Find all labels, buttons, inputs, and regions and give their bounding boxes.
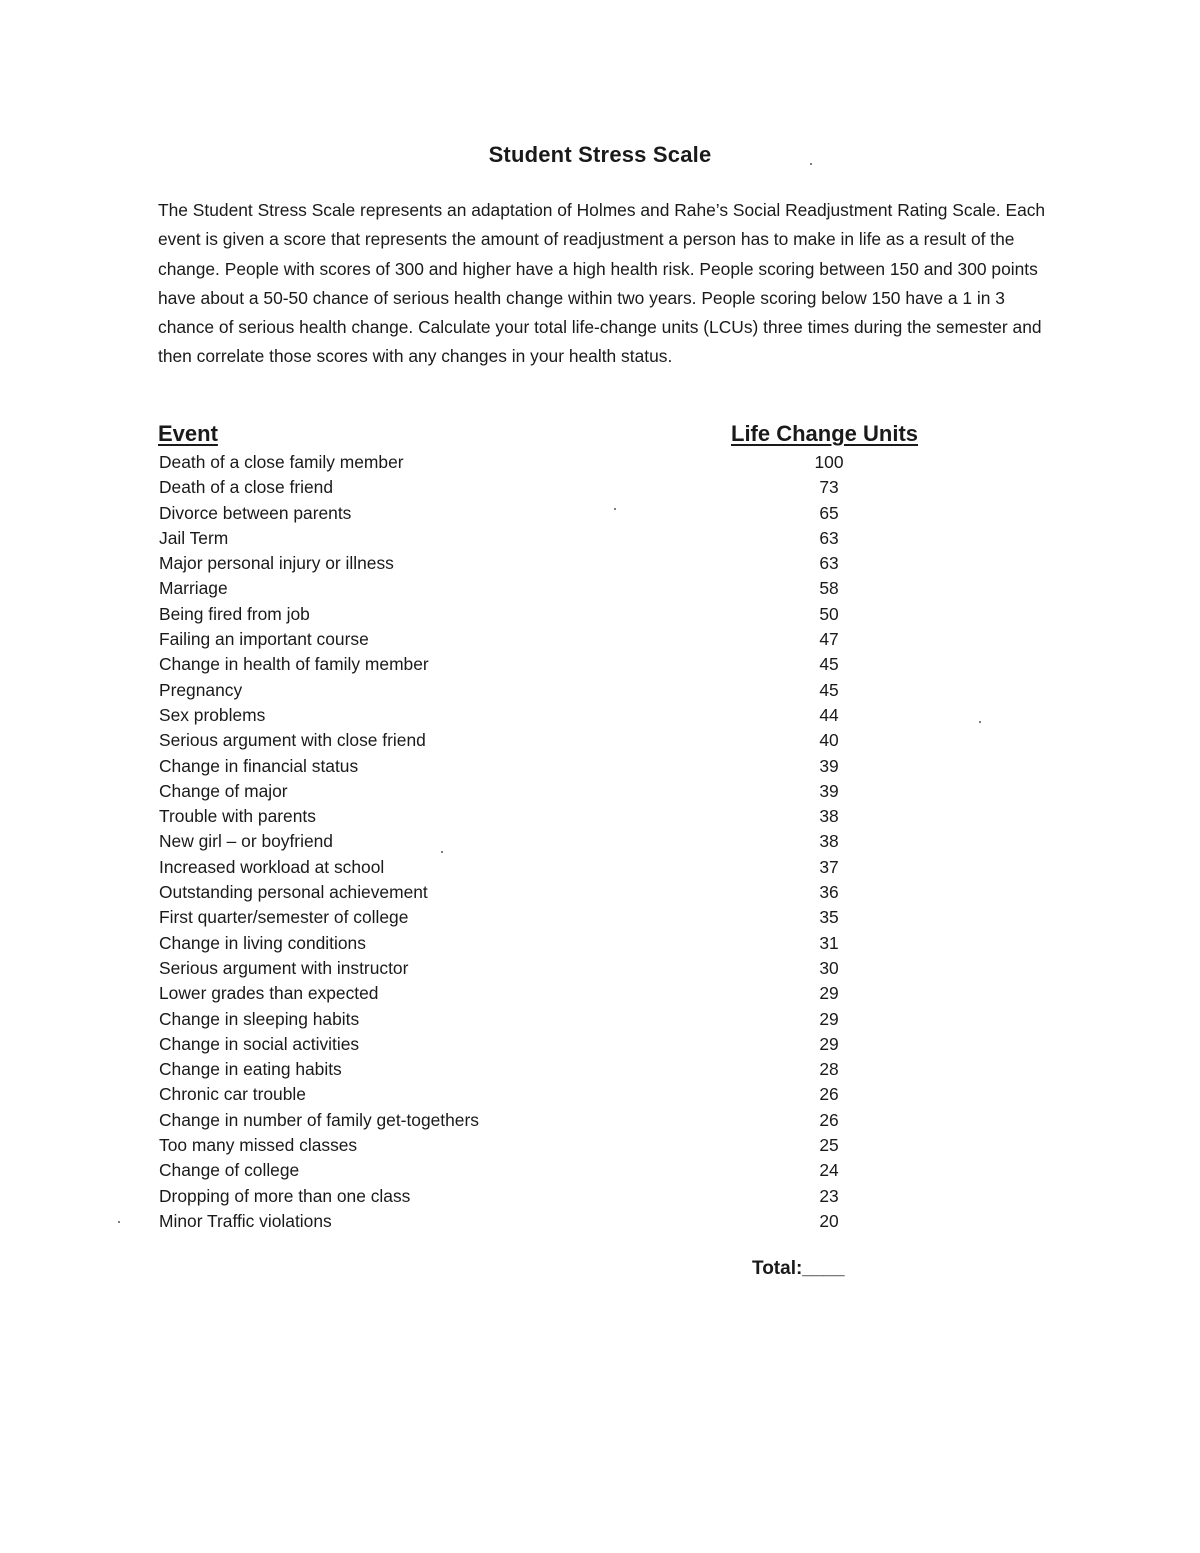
total-line: Total:____ — [752, 1258, 845, 1279]
life-change-units-value: 26 — [819, 1109, 839, 1130]
life-change-units-value: 44 — [819, 704, 839, 725]
event-name: Death of a close family member — [159, 452, 404, 472]
event-name: Increased workload at school — [159, 856, 385, 877]
event-name: Chronic car trouble — [159, 1084, 306, 1105]
table-row — [159, 576, 879, 601]
table-row — [159, 627, 879, 652]
life-change-units-value: 63 — [819, 527, 839, 548]
life-change-units-value: 24 — [819, 1160, 839, 1181]
event-name: Pregnancy — [159, 679, 243, 700]
event-name: First quarter/semester of college — [159, 907, 409, 928]
life-change-units-value: 29 — [819, 1008, 839, 1029]
table-row — [159, 475, 879, 500]
table-row — [159, 602, 879, 627]
event-name: Change in eating habits — [159, 1059, 342, 1080]
scan-speck — [810, 163, 812, 165]
life-change-units-value: 100 — [814, 452, 844, 472]
life-change-units-value: 39 — [819, 755, 839, 776]
table-row — [159, 956, 879, 981]
event-name: Dropping of more than one class — [159, 1185, 411, 1206]
life-change-units-value: 28 — [819, 1059, 839, 1080]
event-name: Change in financial status — [159, 755, 359, 776]
scan-speck — [441, 851, 443, 853]
event-name: Change in living conditions — [159, 932, 366, 953]
life-change-units-value: 63 — [819, 553, 839, 574]
scan-speck — [614, 508, 616, 510]
life-change-units-value: 47 — [819, 629, 839, 650]
event-name: Change in number of family get-togethers — [159, 1109, 479, 1130]
event-name: Change of college — [159, 1160, 300, 1181]
table-row — [159, 829, 879, 854]
table-row — [159, 931, 879, 956]
life-change-units-value: 25 — [819, 1135, 839, 1156]
scan-speck — [979, 721, 981, 723]
life-change-units-value: 37 — [819, 856, 839, 877]
scan-speck — [118, 1221, 120, 1223]
life-change-units-value: 45 — [819, 679, 839, 700]
life-change-units-value: 40 — [819, 730, 839, 751]
life-change-units-value: 20 — [819, 1210, 839, 1231]
life-change-units-column-header: Life Change Units — [731, 421, 919, 446]
table-row — [159, 1007, 879, 1032]
life-change-units-value: 58 — [819, 578, 839, 599]
table-row — [159, 981, 879, 1006]
life-change-units-value: 29 — [819, 983, 839, 1004]
table-row — [159, 1032, 879, 1057]
table-row — [159, 501, 879, 526]
life-change-units-value: 31 — [819, 932, 839, 953]
event-name: Lower grades than expected — [159, 983, 379, 1004]
event-name: Failing an important course — [159, 629, 369, 650]
life-change-units-value: 36 — [819, 882, 839, 903]
table-row — [159, 652, 879, 677]
life-change-units-value: 39 — [819, 780, 839, 801]
life-change-units-value: 65 — [819, 502, 839, 523]
life-change-units-value: 38 — [819, 831, 839, 852]
event-name: Divorce between parents — [159, 502, 352, 523]
event-name: Jail Term — [159, 527, 229, 548]
table-row — [159, 804, 879, 829]
table-row — [159, 551, 879, 576]
table-row — [159, 880, 879, 905]
event-name: Marriage — [159, 578, 228, 599]
life-change-units-value: 45 — [819, 654, 839, 675]
event-name: Too many missed classes — [159, 1135, 358, 1156]
life-change-units-value: 35 — [819, 907, 839, 928]
table-row — [159, 855, 879, 880]
event-name: Trouble with parents — [159, 806, 316, 827]
table-row — [159, 450, 879, 475]
event-list — [159, 450, 879, 1234]
life-change-units-value: 26 — [819, 1084, 839, 1105]
table-row — [159, 1133, 879, 1158]
table-row — [159, 1158, 879, 1183]
life-change-units-value: 38 — [819, 806, 839, 827]
event-name: Change of major — [159, 780, 288, 801]
life-change-units-value: 29 — [819, 1033, 839, 1054]
page-title: Student Stress Scale — [488, 142, 712, 167]
event-name: Change in health of family member — [159, 654, 429, 675]
table-row — [159, 1057, 879, 1082]
table-row — [159, 754, 879, 779]
life-change-units-value: 73 — [819, 477, 839, 498]
intro-paragraph: The Student Stress Scale represents an adaptation of Holmes and Rahe’s Social Readjustment Rating Scale. Each event is given a score that represents the amount of readjustment a person has to make in life as a result of the change. People with scores of 300 and higher have a high health risk. People scoring between 150 and 300 points have about a 50-50 chance of serious health change within two years. People scoring below 150 have a 1 in 3 chance of serious health change. Calculate your total life-change units (LCUs) three times during the semester and then correlate those scores with any changes in your health status. — [158, 200, 1046, 367]
table-row — [159, 779, 879, 804]
table-row — [159, 1184, 879, 1209]
table-row — [159, 678, 879, 703]
event-name: Outstanding personal achievement — [159, 882, 428, 903]
event-name: Major personal injury or illness — [159, 553, 394, 574]
table-row — [159, 526, 879, 551]
life-change-units-value: 30 — [819, 957, 839, 978]
event-name: Minor Traffic violations — [159, 1210, 332, 1231]
life-change-units-value: 50 — [819, 603, 839, 624]
event-name: Being fired from job — [159, 603, 310, 624]
event-name: Serious argument with instructor — [159, 957, 409, 978]
event-name: Change in sleeping habits — [159, 1008, 360, 1029]
event-name: Serious argument with close friend — [159, 730, 426, 751]
event-name: Death of a close friend — [159, 477, 334, 498]
table-row — [159, 1209, 879, 1234]
table-row — [159, 905, 879, 930]
event-column-header: Event — [158, 421, 218, 446]
table-row — [159, 1108, 879, 1133]
table-row — [159, 728, 879, 753]
event-name: Sex problems — [159, 704, 266, 725]
event-name: Change in social activities — [159, 1033, 360, 1054]
event-name: New girl – or boyfriend — [159, 831, 333, 852]
life-change-units-value: 23 — [819, 1185, 839, 1206]
table-row — [159, 1082, 879, 1107]
table-row — [159, 703, 879, 728]
